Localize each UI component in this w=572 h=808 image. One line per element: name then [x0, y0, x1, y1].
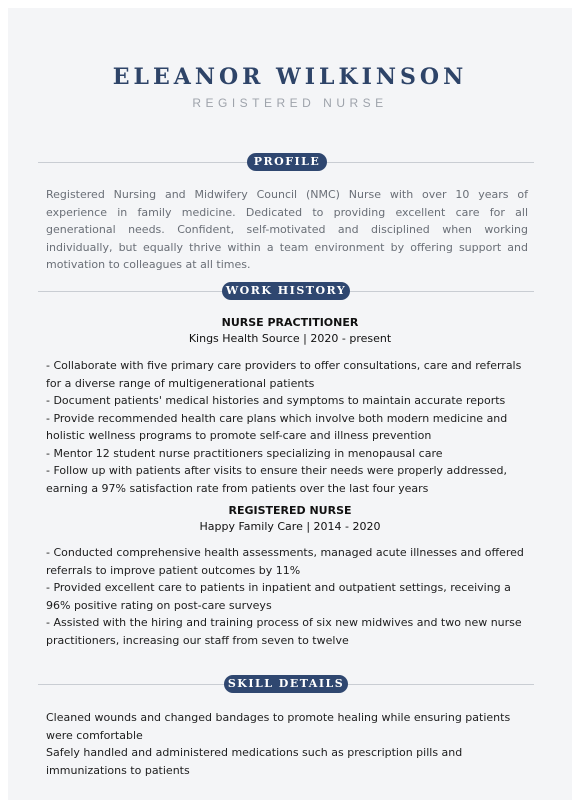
skills-heading: SKILL DETAILS — [224, 675, 348, 693]
work-history-heading: WORK HISTORY — [222, 282, 350, 300]
job-employer: Kings Health Source | 2020 - present — [188, 332, 392, 345]
skill-item: Safely handled and administered medications such as prescription pills and immunizations to patients — [46, 746, 463, 777]
candidate-title: REGISTERED NURSE — [192, 96, 388, 110]
job-duty: - Document patients' medical histories and symptoms to maintain accurate reports — [46, 394, 506, 407]
work-history-section-header — [38, 282, 534, 300]
skills-section-header — [38, 675, 534, 693]
job-duty: - Conducted comprehensive health assessments, managed acute illnesses and offered referrals to improve patient outcomes by 11% — [46, 546, 524, 577]
job-duty: - Collaborate with five primary care providers to offer consultations, care and referrals for a diverse range of multigenerational patients — [46, 359, 522, 390]
job-duty: - Mentor 12 student nurse practitioners specializing in menopausal care — [46, 446, 443, 460]
profile-summary: Registered Nursing and Midwifery Council (NMC) Nurse with over 10 years of experience in family medicine. Dedicated to providing excellent care for all generational needs. Confident, self-motivated and disciplined when working individually, but equally thrive within a team environment by offering support and motivation to colleagues at all times. — [46, 188, 528, 271]
profile-heading: PROFILE — [247, 153, 327, 171]
job-employer: Happy Family Care | 2014 - 2020 — [199, 520, 381, 533]
job-duties-list — [46, 544, 532, 649]
job-duty: - Provided excellent care to patients in inpatient and outpatient settings, receiving a 96% positive rating on post-care surveys — [46, 581, 511, 612]
job-duties-list — [46, 357, 532, 497]
job-duty: - Provide recommended health care plans which involve both modern medicine and holistic wellness programs to promote self-care and illness prevention — [46, 411, 508, 442]
skills-list — [46, 709, 532, 779]
job-title: REGISTERED NURSE — [228, 504, 352, 517]
job-duty: - Assisted with the hiring and training process of six new midwives and two new nurse practitioners, increasing our staff from seven to twelve — [46, 616, 522, 647]
job-title: NURSE PRACTITIONER — [221, 316, 359, 329]
skill-item: Cleaned wounds and changed bandages to promote healing while ensuring patients were comfortable — [46, 711, 511, 742]
job-duty: - Follow up with patients after visits to ensure their needs were properly addressed, earning a 97% satisfaction rate from patients over the last four years — [46, 464, 508, 495]
candidate-name: ELEANOR WILKINSON — [112, 64, 468, 90]
resume-page — [8, 8, 572, 800]
profile-section-header — [38, 153, 534, 171]
